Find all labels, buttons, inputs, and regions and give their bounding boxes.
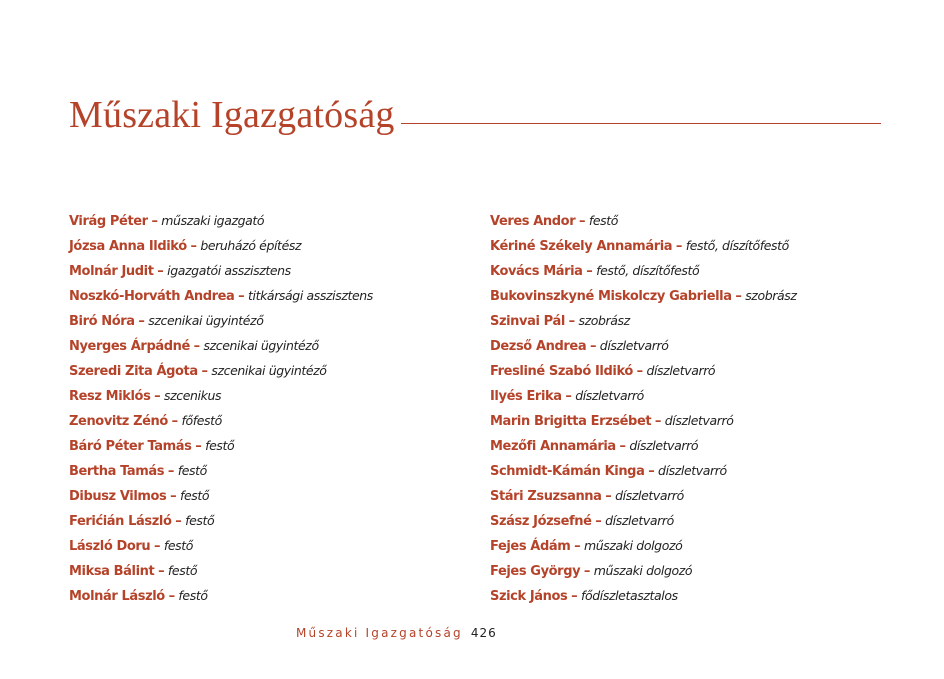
footer-section-label: Műszaki Igazgatóság <box>296 626 463 640</box>
dash-separator: – <box>157 264 164 279</box>
page-footer <box>296 626 497 640</box>
staff-entry <box>69 258 373 283</box>
staff-role: festő <box>178 588 208 603</box>
staff-name: Szinvai Pál <box>490 314 565 329</box>
staff-entry <box>490 333 797 358</box>
staff-name: Marin Brigitta Erzsébet <box>490 414 652 429</box>
dash-separator: – <box>735 289 742 304</box>
staff-role: beruházó építész <box>200 238 302 253</box>
page-number: 426 <box>470 626 497 640</box>
staff-name: Bukovinszkyné Miskolczy Gabriella <box>490 289 732 304</box>
dash-separator: – <box>654 414 662 429</box>
staff-name: Ilyés Erika <box>490 389 562 404</box>
staff-role: főfestő <box>181 413 222 428</box>
staff-role: műszaki dolgozó <box>583 538 683 553</box>
dash-separator: – <box>565 389 572 404</box>
staff-name: Noszkó-Horváth Andrea <box>69 289 235 304</box>
staff-name: Szász Józsefné <box>490 514 592 529</box>
dash-separator: – <box>158 564 165 579</box>
staff-entry <box>69 558 373 583</box>
staff-entry <box>490 308 797 333</box>
staff-role: festő <box>163 538 193 553</box>
staff-entry <box>69 458 373 483</box>
dash-separator: – <box>190 239 197 254</box>
dash-separator: – <box>595 514 602 529</box>
dash-separator: – <box>168 589 175 604</box>
staff-role: szcenikai ügyintéző <box>211 363 327 378</box>
staff-name: Fejes György <box>490 564 581 579</box>
dash-separator: – <box>170 489 177 504</box>
staff-role: díszletvarró <box>605 513 674 528</box>
staff-role: szobrász <box>745 288 797 303</box>
staff-role: díszletvarró <box>599 338 669 353</box>
staff-role: festő <box>167 563 198 578</box>
dash-separator: – <box>167 464 174 479</box>
staff-list-left <box>69 208 373 608</box>
staff-entry <box>490 583 797 608</box>
staff-role: díszletvarró <box>575 388 644 403</box>
dash-separator: – <box>154 389 161 404</box>
staff-entry <box>490 233 797 258</box>
staff-role: díszletvarró <box>658 463 727 478</box>
dash-separator: – <box>578 214 586 229</box>
staff-entry <box>69 308 373 333</box>
staff-role: szobrász <box>578 313 630 328</box>
staff-name: Mezőfi Annamária <box>490 439 616 454</box>
staff-entry <box>69 233 373 258</box>
dash-separator: – <box>154 539 161 554</box>
staff-role: titkársági asszisztens <box>248 288 373 303</box>
staff-name: Miksa Bálint <box>69 564 155 579</box>
dash-separator: – <box>648 464 655 479</box>
staff-role: műszaki dolgozó <box>593 563 693 578</box>
staff-name: Szeredi Zita Ágota <box>69 364 198 379</box>
staff-name: Fresliné Szabó Ildikó <box>490 364 633 379</box>
staff-role: szcenikai ügyintéző <box>148 313 264 328</box>
staff-role: festő <box>185 513 215 528</box>
staff-entry <box>69 433 373 458</box>
dash-separator: – <box>171 414 178 429</box>
dash-separator: – <box>619 439 626 454</box>
staff-role: díszletvarró <box>646 363 716 378</box>
staff-role: díszletvarró <box>664 413 734 428</box>
staff-name: Kovács Mária <box>490 264 583 279</box>
staff-name: Resz Miklós <box>69 389 151 404</box>
dash-separator: – <box>151 214 158 229</box>
staff-entry <box>490 508 797 533</box>
staff-role: festő <box>588 213 618 228</box>
staff-role: szcenikus <box>164 388 222 403</box>
dash-separator: – <box>175 514 182 529</box>
staff-entry <box>69 508 373 533</box>
staff-entry <box>490 208 797 233</box>
staff-name: Ferićián László <box>69 514 172 529</box>
staff-entry <box>69 408 373 433</box>
staff-name: Biró Nóra <box>69 314 135 329</box>
dash-separator: – <box>193 339 200 354</box>
title-underline-rule <box>401 123 881 124</box>
page-header <box>69 88 881 134</box>
dash-separator: – <box>574 539 581 554</box>
staff-role: díszletvarró <box>615 488 684 503</box>
staff-entry <box>490 258 797 283</box>
staff-entry <box>69 208 373 233</box>
staff-name: Virág Péter <box>69 214 148 229</box>
staff-name: Veres Andor <box>490 214 576 229</box>
staff-role: festő, díszítőfestő <box>685 238 789 253</box>
staff-role: szcenikai ügyintéző <box>203 338 319 353</box>
staff-role: fődíszletasztalos <box>580 588 678 603</box>
staff-entry <box>490 383 797 408</box>
staff-entry <box>69 533 373 558</box>
staff-list-right <box>490 208 797 608</box>
staff-role: műszaki igazgató <box>161 213 265 228</box>
staff-entry <box>490 358 797 383</box>
staff-entry <box>69 358 373 383</box>
staff-name: Báró Péter Tamás <box>69 439 192 454</box>
staff-role: igazgatói asszisztens <box>167 263 291 278</box>
staff-name: Molnár László <box>69 589 165 604</box>
dash-separator: – <box>675 239 682 254</box>
staff-name: László Doru <box>69 539 151 554</box>
staff-role: festő <box>205 438 235 453</box>
staff-role: festő <box>179 488 210 503</box>
staff-name: Fejes Ádám <box>490 539 571 554</box>
staff-entry <box>490 483 797 508</box>
staff-name: Józsa Anna Ildikó <box>69 239 187 254</box>
staff-entry <box>490 283 797 308</box>
staff-name: Bertha Tamás <box>69 464 165 479</box>
dash-separator: – <box>571 589 578 604</box>
dash-separator: – <box>568 314 575 329</box>
dash-separator: – <box>195 439 202 454</box>
staff-role: festő, díszítőfestő <box>596 263 700 278</box>
dash-separator: – <box>238 289 245 304</box>
staff-name: Molnár Judit <box>69 264 154 279</box>
dash-separator: – <box>605 489 612 504</box>
staff-name: Nyerges Árpádné <box>69 339 190 354</box>
staff-entry <box>490 458 797 483</box>
staff-name: Schmidt-Kámán Kinga <box>490 464 645 479</box>
staff-role: festő <box>177 463 207 478</box>
staff-entry <box>490 533 797 558</box>
staff-entry <box>69 383 373 408</box>
dash-separator: – <box>201 364 208 379</box>
dash-separator: – <box>636 364 643 379</box>
staff-role: díszletvarró <box>629 438 699 453</box>
page-title: Műszaki Igazgatóság <box>69 94 395 136</box>
staff-entry <box>490 408 797 433</box>
staff-name: Kériné Székely Annamária <box>490 239 673 254</box>
staff-entry <box>69 483 373 508</box>
staff-name: Szick János <box>490 589 568 604</box>
staff-name: Dibusz Vilmos <box>69 489 167 504</box>
staff-name: Zenovitz Zénó <box>69 414 168 429</box>
dash-separator: – <box>583 564 591 579</box>
staff-entry <box>69 333 373 358</box>
dash-separator: – <box>586 264 593 279</box>
staff-entry <box>69 283 373 308</box>
dash-separator: – <box>589 339 597 354</box>
staff-name: Stári Zsuzsanna <box>490 489 602 504</box>
staff-entry <box>69 583 373 608</box>
staff-entry <box>490 433 797 458</box>
dash-separator: – <box>138 314 145 329</box>
staff-entry <box>490 558 797 583</box>
staff-name: Dezső Andrea <box>490 339 587 354</box>
